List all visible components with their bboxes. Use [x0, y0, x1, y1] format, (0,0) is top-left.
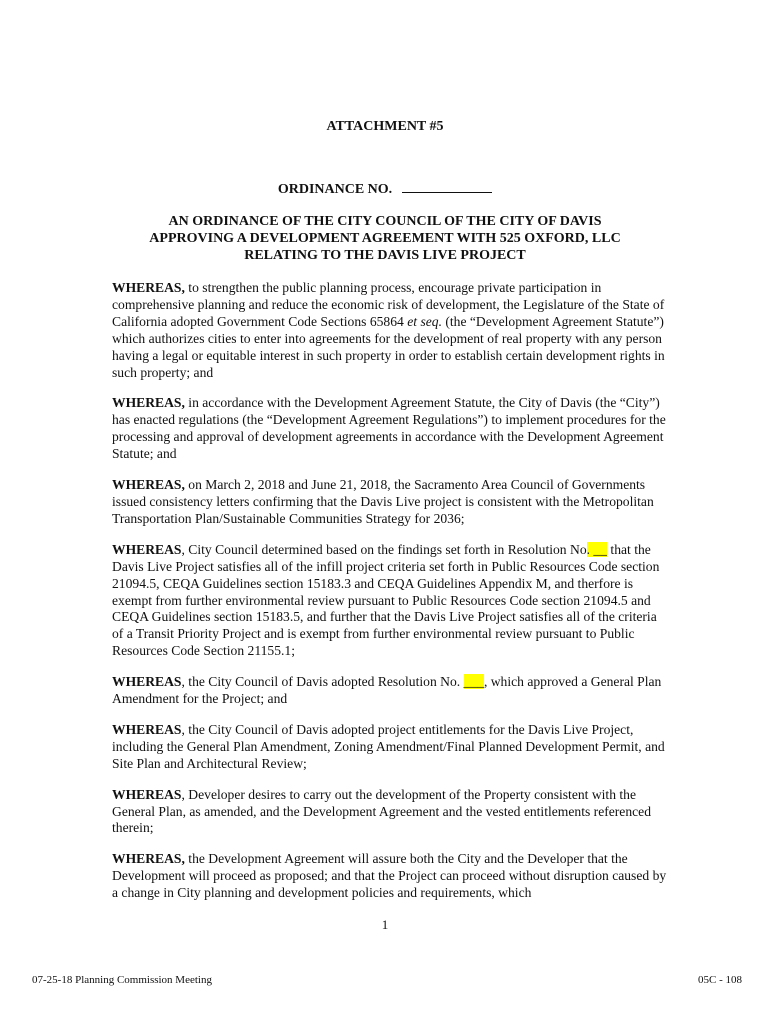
- ordinance-title: [100, 213, 670, 264]
- whereas-paragraph-3: [112, 477, 668, 528]
- title-line-2: APPROVING A DEVELOPMENT AGREEMENT WITH 525 OXFORD, LLC: [149, 231, 621, 246]
- paragraph-text: , the City Council of Davis adopted Resolution No.: [181, 674, 464, 690]
- whereas-paragraph-5: [112, 674, 668, 708]
- whereas-lead: WHEREAS: [112, 786, 182, 802]
- whereas-lead: WHEREAS,: [112, 280, 185, 295]
- page-number: 1: [381, 917, 389, 932]
- ordinance-number-blank: [402, 180, 492, 193]
- paragraph-text: , City Council determined based on the findings set forth in Resolution No: [181, 541, 587, 557]
- whereas-lead: WHEREAS,: [112, 477, 185, 493]
- paragraph-text: the Development Agreement will assure both the City and the Developer that the Development will proceed as proposed; and that the Project can proceed without disruption caused by a change in City planning and development policies and requirements, which: [112, 851, 667, 901]
- whereas-lead: WHEREAS,: [112, 395, 185, 411]
- ordinance-number-label: ORDINANCE NO.: [277, 182, 393, 197]
- whereas-paragraph-6: [112, 722, 668, 773]
- ordinance-number-line: [0, 180, 770, 198]
- highlighted-resolution-blank: . __: [586, 541, 608, 557]
- footer-page-code: 05C - 108: [698, 974, 742, 986]
- paragraph-text: that the Davis Live Project satisfies all of the infill project criteria set forth in Public Resources Code section 21094.5, CEQA Guidelines section 15183.3 and CEQA Guidelines Appendix M, and therfore is exempt from further environmental review pursuant to Public Resources Code section 21094.5 and CEQA Guidelines section 15183.5, and further that the Davis Live Project satisfies all of the criteria of a Transit Priority Project and is exempt from further environmental review pursuant to Public Resources Code Section 21155.1;: [112, 541, 660, 659]
- paragraph-text: , Developer desires to carry out the development of the Property consistent with the General Plan, as amended, and the Development Agreement and the vested entitlements referenced therein;: [112, 786, 652, 836]
- paragraph-text: in accordance with the Development Agreement Statute, the City of Davis (the “City”) has enacted regulations (the “Development Agreement Regulations”) to implement procedures for the processing and approval of development agreements in accordance with the Development Agreement Statute; and: [112, 395, 666, 462]
- whereas-lead: WHEREAS: [112, 721, 182, 737]
- paragraph-text: , the City Council of Davis adopted project entitlements for the Davis Live Project, including the General Plan Amendment, Zoning Amendment/Final Planned Development Permit, and Site Plan and Architectural Review;: [112, 721, 665, 771]
- paragraph-text: (the “Development Agreement Statute”) which authorizes cities to enter into agreements for the development of real property with any person having a legal or equitable interest in such property in order to establish certain development rights in such property; and: [112, 313, 665, 380]
- title-line-1: AN ORDINANCE OF THE CITY COUNCIL OF THE CITY OF DAVIS: [168, 214, 602, 229]
- whereas-lead: WHEREAS: [112, 541, 182, 557]
- paragraph-text: to strengthen the public planning process, encourage private participation in comprehensive planning and reduce the economic risk of development, the Legislature of the State of California adopted Government Code Sections 65864: [112, 280, 665, 329]
- footer-meeting-label: 07-25-18 Planning Commission Meeting: [32, 974, 212, 986]
- whereas-paragraph-2: [112, 395, 668, 463]
- whereas-lead: WHEREAS,: [112, 851, 185, 867]
- italic-text: et seq.: [407, 313, 442, 329]
- paragraph-text: on March 2, 2018 and June 21, 2018, the Sacramento Area Council of Governments issued consistency letters confirming that the Davis Live project is consistent with the Metropolitan Transportation Plan/Sustainable Communities Strategy for 2036;: [112, 477, 654, 526]
- whereas-paragraph-4: [112, 542, 668, 660]
- whereas-lead: WHEREAS: [112, 674, 182, 690]
- paragraph-text: , which approved a General Plan Amendment for the Project; and: [112, 674, 662, 707]
- whereas-paragraph-8: [112, 851, 668, 902]
- whereas-paragraph-7: [112, 787, 668, 838]
- ordinance-body: [112, 280, 668, 916]
- highlighted-resolution-blank: ___: [463, 674, 484, 690]
- attachment-heading: ATTACHMENT #5: [326, 119, 444, 134]
- whereas-paragraph-1: [112, 280, 668, 381]
- title-line-3: RELATING TO THE DAVIS LIVE PROJECT: [244, 248, 526, 263]
